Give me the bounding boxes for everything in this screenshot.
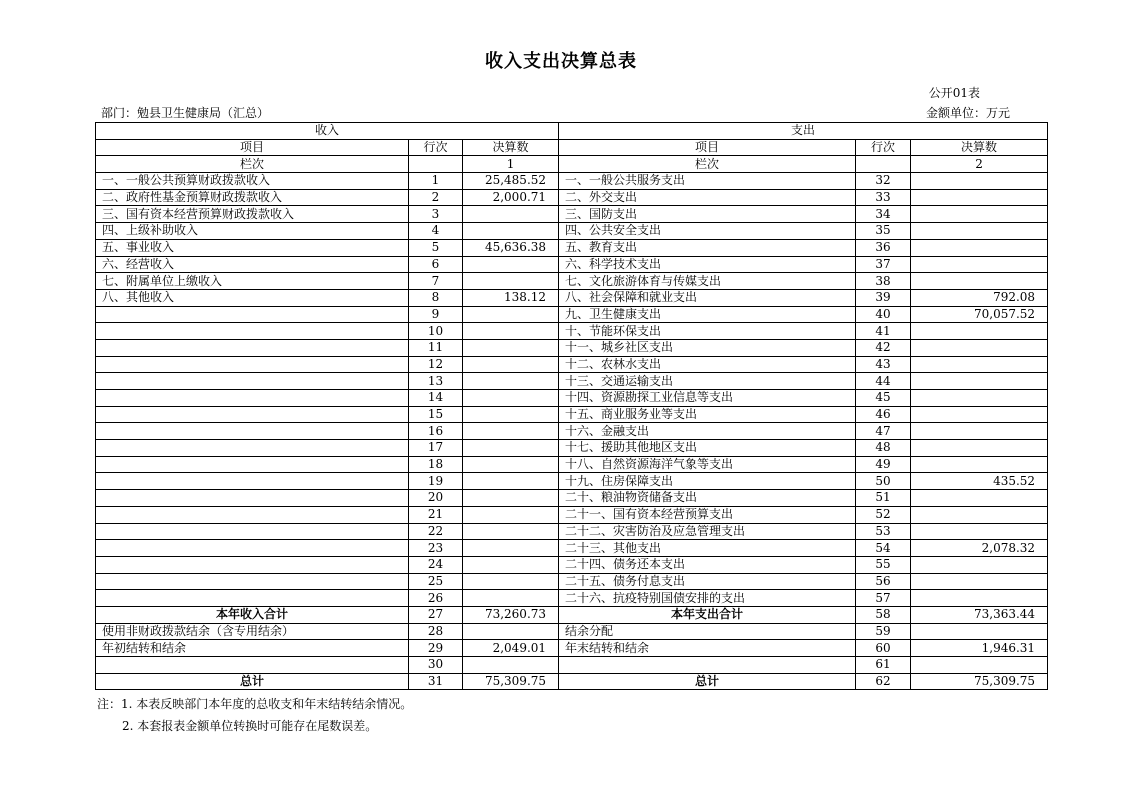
expense-rowno-cell: 48 [856, 440, 911, 457]
income-amount-cell [463, 506, 559, 523]
income-item-cell [96, 306, 409, 323]
expense-rowno-cell: 56 [856, 573, 911, 590]
table-row [96, 306, 1048, 323]
income-rowno-cell: 21 [409, 506, 463, 523]
expense-item-cell: 五、教育支出 [559, 239, 856, 256]
income-rowno-cell: 8 [409, 289, 463, 306]
table-row [96, 640, 1048, 657]
income-item-cell [96, 556, 409, 573]
income-amount-cell [463, 556, 559, 573]
expense-column-blank [856, 156, 911, 173]
income-item-cell [96, 373, 409, 390]
income-rowno-cell: 17 [409, 440, 463, 457]
income-item-cell [96, 339, 409, 356]
income-rowno-cell: 15 [409, 406, 463, 423]
expense-item-cell: 三、国防支出 [559, 206, 856, 223]
income-rowno-cell: 30 [409, 657, 463, 674]
income-item-cell: 本年收入合计 [96, 606, 409, 623]
expense-item-cell: 二十一、国有资本经营预算支出 [559, 506, 856, 523]
note-2: 2. 本套报表金额单位转换时可能存在尾数误差。 [122, 719, 378, 733]
income-rowno-cell: 2 [409, 189, 463, 206]
expense-rowno-cell: 32 [856, 173, 911, 190]
table-row [96, 506, 1048, 523]
expense-item-cell: 十、节能环保支出 [559, 323, 856, 340]
income-amount-cell: 73,260.73 [463, 606, 559, 623]
income-rowno-cell: 9 [409, 306, 463, 323]
table-row [96, 490, 1048, 507]
expense-rowno-cell: 62 [856, 673, 911, 690]
expense-amount-cell [911, 373, 1048, 390]
table-row [96, 540, 1048, 557]
income-amount-cell [463, 590, 559, 607]
expense-item-cell: 二十二、灾害防治及应急管理支出 [559, 523, 856, 540]
expense-item-cell: 二十五、债务付息支出 [559, 573, 856, 590]
income-item-cell: 三、国有资本经营预算财政拨款收入 [96, 206, 409, 223]
expense-rowno-cell: 42 [856, 339, 911, 356]
table-row [96, 373, 1048, 390]
table-row [96, 173, 1048, 190]
income-amount-cell [463, 223, 559, 240]
income-rowno-cell: 28 [409, 623, 463, 640]
income-amount-cell: 138.12 [463, 289, 559, 306]
income-amount-cell [463, 490, 559, 507]
expense-amount-cell: 75,309.75 [911, 673, 1048, 690]
income-amount-cell [463, 256, 559, 273]
expense-item-cell: 十三、交通运输支出 [559, 373, 856, 390]
table-row [96, 289, 1048, 306]
table-row [96, 523, 1048, 540]
expense-item-cell: 八、社会保障和就业支出 [559, 289, 856, 306]
income-rowno-cell: 29 [409, 640, 463, 657]
table-row [96, 406, 1048, 423]
income-item-cell: 八、其他收入 [96, 289, 409, 306]
expense-amount-cell [911, 657, 1048, 674]
expense-item-cell: 本年支出合计 [559, 606, 856, 623]
income-item-cell: 五、事业收入 [96, 239, 409, 256]
expense-rowno-cell: 60 [856, 640, 911, 657]
income-amount-header: 决算数 [463, 139, 559, 156]
expense-amount-cell: 73,363.44 [911, 606, 1048, 623]
expense-amount-cell [911, 239, 1048, 256]
income-rowno-cell: 4 [409, 223, 463, 240]
expense-amount-header: 决算数 [911, 139, 1048, 156]
expense-column-index: 2 [911, 156, 1048, 173]
income-amount-cell [463, 540, 559, 557]
expense-amount-cell: 70,057.52 [911, 306, 1048, 323]
income-rowno-cell: 5 [409, 239, 463, 256]
income-item-cell: 总计 [96, 673, 409, 690]
expense-item-cell: 十五、商业服务业等支出 [559, 406, 856, 423]
expense-rowno-cell: 38 [856, 273, 911, 290]
expense-item-cell: 一、一般公共服务支出 [559, 173, 856, 190]
income-amount-cell [463, 523, 559, 540]
income-rowno-cell: 14 [409, 390, 463, 407]
income-amount-cell: 2,049.01 [463, 640, 559, 657]
expense-rowno-cell: 47 [856, 423, 911, 440]
expense-item-cell: 结余分配 [559, 623, 856, 640]
expense-item-cell: 七、文化旅游体育与传媒支出 [559, 273, 856, 290]
income-amount-cell [463, 423, 559, 440]
expense-item-cell: 十二、农林水支出 [559, 356, 856, 373]
income-rowno-cell: 25 [409, 573, 463, 590]
income-rowno-cell: 20 [409, 490, 463, 507]
income-rowno-cell: 31 [409, 673, 463, 690]
table-row [96, 239, 1048, 256]
table-row [96, 273, 1048, 290]
income-rowno-cell: 7 [409, 273, 463, 290]
table-row [96, 657, 1048, 674]
income-amount-cell [463, 273, 559, 290]
section-header-row [96, 123, 1048, 140]
expense-rowno-cell: 53 [856, 523, 911, 540]
income-item-cell [96, 590, 409, 607]
expense-amount-cell: 2,078.32 [911, 540, 1048, 557]
income-amount-cell [463, 456, 559, 473]
income-amount-cell: 25,485.52 [463, 173, 559, 190]
expense-rowno-cell: 61 [856, 657, 911, 674]
expense-rowno-cell: 50 [856, 473, 911, 490]
expense-rowno-cell: 36 [856, 239, 911, 256]
income-amount-cell [463, 339, 559, 356]
expense-amount-cell: 792.08 [911, 289, 1048, 306]
expense-rowno-cell: 41 [856, 323, 911, 340]
expense-amount-cell [911, 590, 1048, 607]
income-item-cell [96, 456, 409, 473]
income-item-cell: 七、附属单位上缴收入 [96, 273, 409, 290]
income-amount-cell [463, 406, 559, 423]
table-row [96, 189, 1048, 206]
expense-amount-cell [911, 273, 1048, 290]
table-row [96, 423, 1048, 440]
expense-rowno-cell: 46 [856, 406, 911, 423]
expense-rowno-cell: 49 [856, 456, 911, 473]
expense-amount-cell [911, 556, 1048, 573]
expense-item-cell: 九、卫生健康支出 [559, 306, 856, 323]
income-item-cell [96, 390, 409, 407]
expense-header: 支出 [559, 123, 1048, 140]
expense-item-cell [559, 657, 856, 674]
income-amount-cell [463, 623, 559, 640]
table-row [96, 256, 1048, 273]
income-item-cell [96, 423, 409, 440]
expense-amount-cell [911, 256, 1048, 273]
income-amount-cell [463, 306, 559, 323]
table-row [96, 223, 1048, 240]
income-rowno-cell: 26 [409, 590, 463, 607]
income-amount-cell [463, 573, 559, 590]
expense-rowno-cell: 59 [856, 623, 911, 640]
income-header: 收入 [96, 123, 559, 140]
notes [97, 693, 412, 737]
income-item-cell [96, 506, 409, 523]
note-1: 注：1. 本表反映部门本年度的总收支和年末结转结余情况。 [97, 697, 413, 711]
expense-rowno-cell: 39 [856, 289, 911, 306]
table-row [96, 339, 1048, 356]
expense-rowno-cell: 44 [856, 373, 911, 390]
expense-item-cell: 年末结转和结余 [559, 640, 856, 657]
expense-item-cell: 十六、金融支出 [559, 423, 856, 440]
income-amount-cell: 75,309.75 [463, 673, 559, 690]
income-rowno-header: 行次 [409, 139, 463, 156]
income-rowno-cell: 16 [409, 423, 463, 440]
income-rowno-cell: 13 [409, 373, 463, 390]
income-item-cell: 六、经营收入 [96, 256, 409, 273]
table-row [96, 573, 1048, 590]
expense-amount-cell [911, 189, 1048, 206]
income-rowno-cell: 10 [409, 323, 463, 340]
expense-amount-cell [911, 356, 1048, 373]
income-item-cell [96, 657, 409, 674]
expense-item-cell: 二十六、抗疫特别国债安排的支出 [559, 590, 856, 607]
income-item-cell [96, 490, 409, 507]
income-rowno-cell: 11 [409, 339, 463, 356]
income-rowno-cell: 23 [409, 540, 463, 557]
income-rowno-cell: 12 [409, 356, 463, 373]
income-column-label: 栏次 [96, 156, 409, 173]
table-row [96, 590, 1048, 607]
table-row [96, 456, 1048, 473]
expense-item-cell: 十一、城乡社区支出 [559, 339, 856, 356]
income-amount-cell: 2,000.71 [463, 189, 559, 206]
income-amount-cell [463, 473, 559, 490]
expense-amount-cell [911, 623, 1048, 640]
table-row [96, 473, 1048, 490]
income-item-cell [96, 523, 409, 540]
income-item-cell [96, 540, 409, 557]
expense-amount-cell [911, 523, 1048, 540]
expense-item-cell: 二十三、其他支出 [559, 540, 856, 557]
income-item-cell: 一、一般公共预算财政拨款收入 [96, 173, 409, 190]
table-row [96, 390, 1048, 407]
income-amount-cell [463, 390, 559, 407]
expense-item-cell: 十四、资源勘探工业信息等支出 [559, 390, 856, 407]
expense-item-cell: 总计 [559, 673, 856, 690]
income-rowno-cell: 24 [409, 556, 463, 573]
expense-amount-cell [911, 390, 1048, 407]
expense-amount-cell [911, 339, 1048, 356]
income-column-blank [409, 156, 463, 173]
expense-amount-cell [911, 406, 1048, 423]
income-item-cell: 二、政府性基金预算财政拨款收入 [96, 189, 409, 206]
income-item-cell: 年初结转和结余 [96, 640, 409, 657]
income-item-cell [96, 356, 409, 373]
expense-item-cell: 十九、住房保障支出 [559, 473, 856, 490]
income-rowno-cell: 1 [409, 173, 463, 190]
income-column-index: 1 [463, 156, 559, 173]
income-rowno-cell: 22 [409, 523, 463, 540]
expense-rowno-cell: 55 [856, 556, 911, 573]
expense-rowno-cell: 37 [856, 256, 911, 273]
expense-rowno-cell: 33 [856, 189, 911, 206]
page-title: 收入支出决算总表 [485, 51, 637, 72]
income-amount-cell [463, 373, 559, 390]
income-expense-table [95, 122, 1048, 690]
expense-rowno-cell: 51 [856, 490, 911, 507]
expense-item-cell: 十七、援助其他地区支出 [559, 440, 856, 457]
table-row [96, 356, 1048, 373]
expense-column-label: 栏次 [559, 156, 856, 173]
income-amount-cell [463, 206, 559, 223]
expense-item-cell: 四、公共安全支出 [559, 223, 856, 240]
expense-item-cell: 二十四、债务还本支出 [559, 556, 856, 573]
expense-rowno-header: 行次 [856, 139, 911, 156]
income-item-cell [96, 573, 409, 590]
expense-amount-cell [911, 490, 1048, 507]
income-rowno-cell: 18 [409, 456, 463, 473]
form-number: 公开01表 [928, 86, 980, 100]
table-row [96, 606, 1048, 623]
table-row [96, 206, 1048, 223]
expense-amount-cell [911, 573, 1048, 590]
expense-rowno-cell: 43 [856, 356, 911, 373]
income-amount-cell: 45,636.38 [463, 239, 559, 256]
expense-amount-cell [911, 506, 1048, 523]
expense-item-cell: 十八、自然资源海洋气象等支出 [559, 456, 856, 473]
expense-amount-cell: 435.52 [911, 473, 1048, 490]
income-rowno-cell: 27 [409, 606, 463, 623]
column-header-row [96, 139, 1048, 156]
expense-amount-cell [911, 440, 1048, 457]
expense-item-header: 项目 [559, 139, 856, 156]
table-row [96, 323, 1048, 340]
income-amount-cell [463, 657, 559, 674]
expense-rowno-cell: 35 [856, 223, 911, 240]
department-label: 部门：勉县卫生健康局（汇总） [101, 106, 270, 120]
income-item-cell [96, 473, 409, 490]
expense-amount-cell [911, 206, 1048, 223]
income-item-header: 项目 [96, 139, 409, 156]
expense-rowno-cell: 57 [856, 590, 911, 607]
column-index-row [96, 156, 1048, 173]
income-rowno-cell: 6 [409, 256, 463, 273]
expense-rowno-cell: 52 [856, 506, 911, 523]
unit-label: 金额单位：万元 [925, 106, 1010, 120]
income-amount-cell [463, 356, 559, 373]
income-item-cell [96, 440, 409, 457]
expense-amount-cell: 1,946.31 [911, 640, 1048, 657]
income-item-cell: 使用非财政拨款结余（含专用结余） [96, 623, 409, 640]
expense-amount-cell [911, 223, 1048, 240]
expense-amount-cell [911, 456, 1048, 473]
expense-rowno-cell: 54 [856, 540, 911, 557]
table-row [96, 623, 1048, 640]
expense-rowno-cell: 34 [856, 206, 911, 223]
income-rowno-cell: 3 [409, 206, 463, 223]
expense-amount-cell [911, 323, 1048, 340]
table-row [96, 556, 1048, 573]
expense-amount-cell [911, 423, 1048, 440]
income-rowno-cell: 19 [409, 473, 463, 490]
expense-item-cell: 二十、粮油物资储备支出 [559, 490, 856, 507]
expense-rowno-cell: 45 [856, 390, 911, 407]
income-item-cell [96, 406, 409, 423]
income-amount-cell [463, 323, 559, 340]
expense-amount-cell [911, 173, 1048, 190]
income-item-cell [96, 323, 409, 340]
table-row [96, 440, 1048, 457]
expense-rowno-cell: 58 [856, 606, 911, 623]
expense-item-cell: 二、外交支出 [559, 189, 856, 206]
expense-item-cell: 六、科学技术支出 [559, 256, 856, 273]
expense-rowno-cell: 40 [856, 306, 911, 323]
income-item-cell: 四、上级补助收入 [96, 223, 409, 240]
table-row [96, 673, 1048, 690]
income-amount-cell [463, 440, 559, 457]
